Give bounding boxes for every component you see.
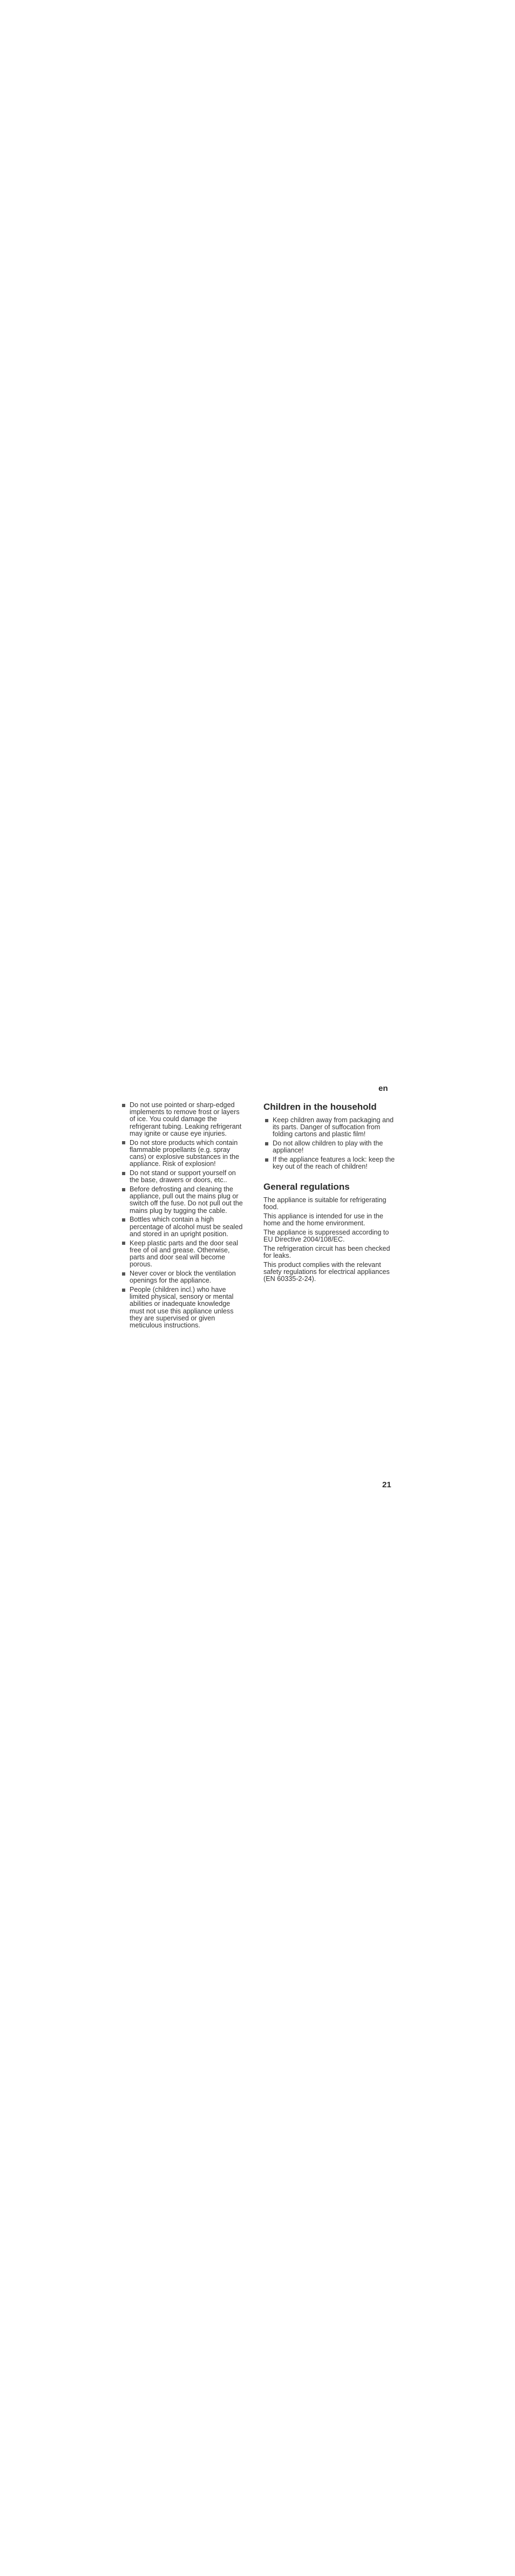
safety-list <box>120 1102 245 1329</box>
square-bullet-icon <box>122 1242 125 1245</box>
list-item-text: Keep plastic parts and the door seal free of oil and grease. Otherwise, parts and door seal will become porous. <box>130 1239 238 1269</box>
page-number: 21 <box>382 1480 391 1489</box>
square-bullet-icon <box>265 1142 268 1145</box>
square-bullet-icon <box>122 1218 125 1222</box>
square-bullet-icon <box>122 1141 125 1144</box>
square-bullet-icon <box>265 1119 268 1122</box>
list-item <box>263 1140 396 1154</box>
list-item <box>120 1240 245 1269</box>
square-bullet-icon <box>122 1188 125 1191</box>
language-code: en <box>378 1084 388 1093</box>
list-item-text: Before defrosting and cleaning the appliance, pull out the mains plug or switch off the fuse. Do not pull out the mains plug by tugging the cable. <box>130 1185 243 1215</box>
square-bullet-icon <box>122 1272 125 1276</box>
regulations-column <box>263 1102 396 1285</box>
list-item-text: Bottles which contain a high percentage of alcohol must be sealed and stored in an upright position. <box>130 1216 243 1238</box>
list-item <box>120 1216 245 1238</box>
list-item-text: Do not stand or support yourself on the base, drawers or doors, etc.. <box>130 1169 236 1184</box>
list-item-text: If the appliance features a lock: keep the key out of the reach of children! <box>273 1156 395 1171</box>
list-item-text: Do not store products which contain flammable propellants (e.g. spray cans) or explosive substances in the appliance. Risk of explosion! <box>130 1138 240 1168</box>
children-list <box>263 1117 396 1171</box>
general-regulations-title: General regulations <box>263 1181 350 1192</box>
list-item-text: People (children incl.) who have limited physical, sensory or mental abilities or inadequate knowledge must not use this appliance unless they are supervised or given meticulous instructions. <box>130 1286 234 1330</box>
list-item <box>263 1156 396 1170</box>
list-item <box>120 1286 245 1329</box>
square-bullet-icon <box>122 1289 125 1292</box>
list-item-text: Do not allow children to play with the appliance! <box>273 1139 383 1155</box>
square-bullet-icon <box>265 1158 268 1162</box>
list-item <box>120 1186 245 1215</box>
square-bullet-icon <box>122 1172 125 1175</box>
children-section-title: Children in the household <box>263 1102 377 1112</box>
regulation-paragraph: This appliance is intended for use in the home and the home environment. <box>263 1212 383 1227</box>
list-item <box>120 1270 245 1284</box>
regulation-paragraph: The appliance is suitable for refrigerating food. <box>263 1196 387 1211</box>
regulation-paragraph: This product complies with the relevant safety regulations for electrical appliances (EN 60335-2-24). <box>263 1260 390 1283</box>
safety-instructions-column <box>120 1102 245 1331</box>
square-bullet-icon <box>122 1104 125 1107</box>
list-item-text: Keep children away from packaging and its parts. Danger of suffocation from folding cartons and plastic film! <box>273 1116 394 1138</box>
list-item <box>263 1117 396 1138</box>
list-item <box>120 1139 245 1168</box>
list-item <box>120 1170 245 1184</box>
regulation-paragraph: The refrigeration circuit has been checked for leaks. <box>263 1244 390 1259</box>
list-item-text: Never cover or block the ventilation openings for the appliance. <box>130 1270 236 1285</box>
list-item <box>120 1102 245 1137</box>
list-item-text: Do not use pointed or sharp-edged implements to remove frost or layers of ice. You could damage the refrigerant tubing. Leaking refrigerant may ignite or cause eye injuries. <box>130 1101 242 1137</box>
regulation-paragraph: The appliance is suppressed according to EU Directive 2004/108/EC. <box>263 1228 389 1243</box>
